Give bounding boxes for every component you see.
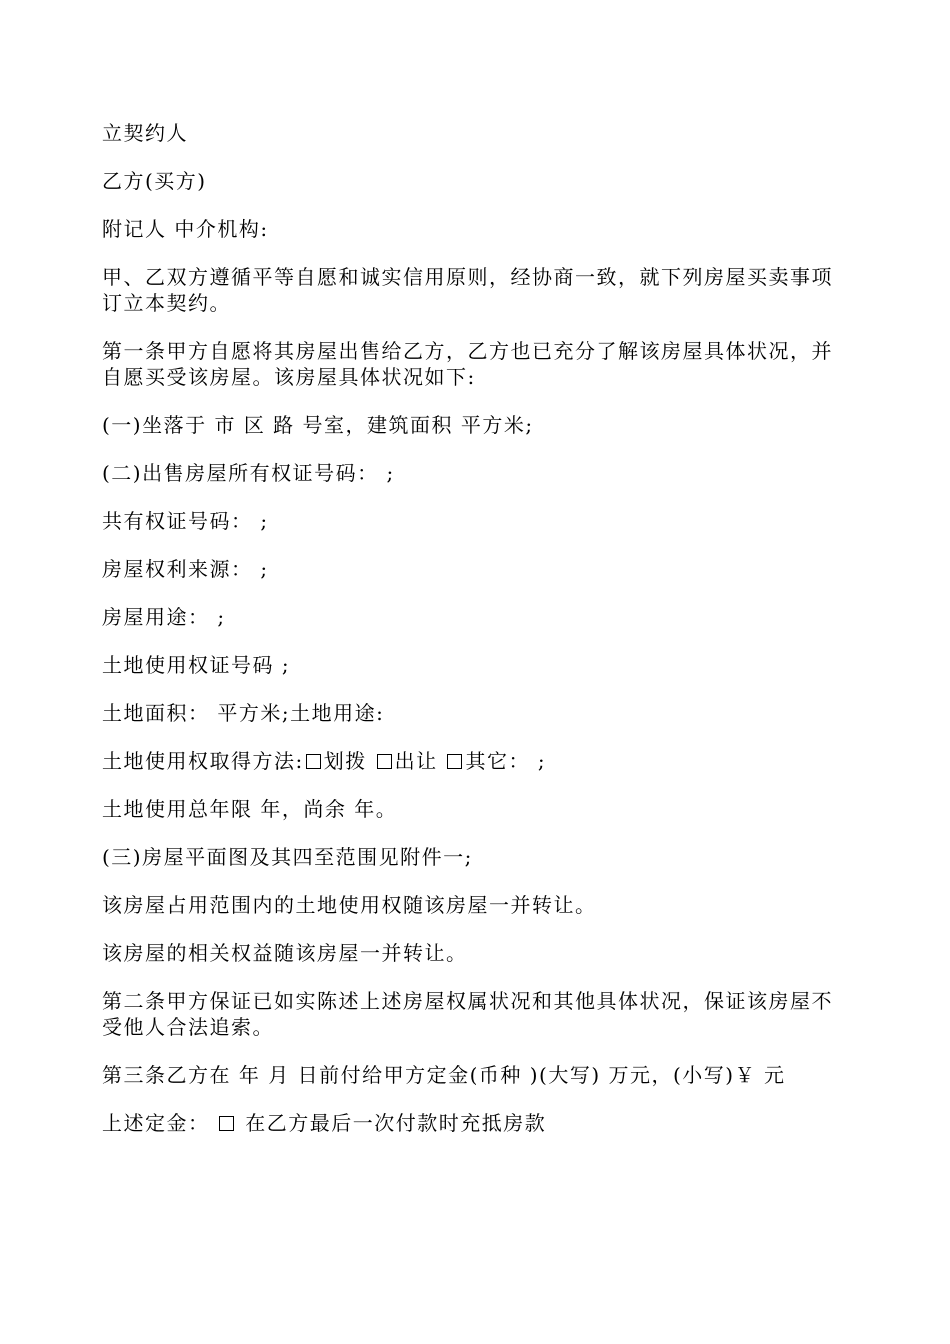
floor-plan-line: (三)房屋平面图及其四至范围见附件一;	[102, 845, 473, 869]
land-cert-line: 土地使用权证号码 ;	[102, 653, 291, 677]
deposit-text: 在乙方最后一次付款时充抵房款	[245, 1111, 547, 1135]
land-acquisition-line	[102, 748, 854, 774]
deposit-prefix: 上述定金：	[102, 1111, 210, 1135]
ownership-cert-line: (二)出售房屋所有权证号码： ;	[102, 461, 395, 485]
transfer-checkbox[interactable]	[377, 754, 392, 769]
contract-parties-label: 立契约人	[102, 121, 188, 145]
land-acquisition-prefix: 土地使用权取得方法:	[102, 749, 304, 773]
co-ownership-cert-line: 共有权证号码： ;	[102, 509, 269, 533]
article-two-paragraph: 第二条甲方保证已如实陈述上述房屋权属状况和其他具体状况，保证该房屋不受他人合法追索。	[102, 989, 833, 1039]
witness-agency-label: 附记人 中介机构:	[102, 217, 269, 241]
property-location-line: (一)坐落于 市 区 路 号室，建筑面积 平方米;	[102, 413, 534, 437]
property-use-line: 房屋用途： ;	[102, 605, 226, 629]
deposit-checkbox[interactable]	[219, 1116, 234, 1131]
allocation-label: 划拨	[323, 749, 367, 773]
preamble-paragraph: 甲、乙双方遵循平等自愿和诚实信用原则，经协商一致，就下列房屋买卖事项订立本契约。	[102, 265, 833, 315]
party-b-label: 乙方(买方)	[102, 169, 207, 193]
article-one-paragraph: 第一条甲方自愿将其房屋出售给乙方，乙方也已充分了解该房屋具体状况，并自愿买受该房屋。该房屋具体状况如下:	[102, 339, 833, 389]
deposit-line	[102, 1110, 854, 1136]
transfer-label: 出让	[394, 749, 438, 773]
article-three-paragraph: 第三条乙方在 年 月 日前付给甲方定金(币种 )(大写) 万元，(小写)￥ 元	[102, 1063, 786, 1087]
other-checkbox[interactable]	[447, 754, 462, 769]
other-label: 其它： ;	[465, 749, 547, 773]
land-term-line: 土地使用总年限 年，尚余 年。	[102, 797, 398, 821]
property-source-line: 房屋权利来源： ;	[102, 557, 269, 581]
land-right-transfer-line: 该房屋占用范围内的土地使用权随该房屋一并转让。	[102, 893, 597, 917]
land-area-line: 土地面积： 平方米;土地用途:	[102, 701, 385, 725]
allocation-checkbox[interactable]	[306, 754, 321, 769]
document-body	[102, 120, 854, 1158]
related-rights-line: 该房屋的相关权益随该房屋一并转让。	[102, 941, 468, 965]
